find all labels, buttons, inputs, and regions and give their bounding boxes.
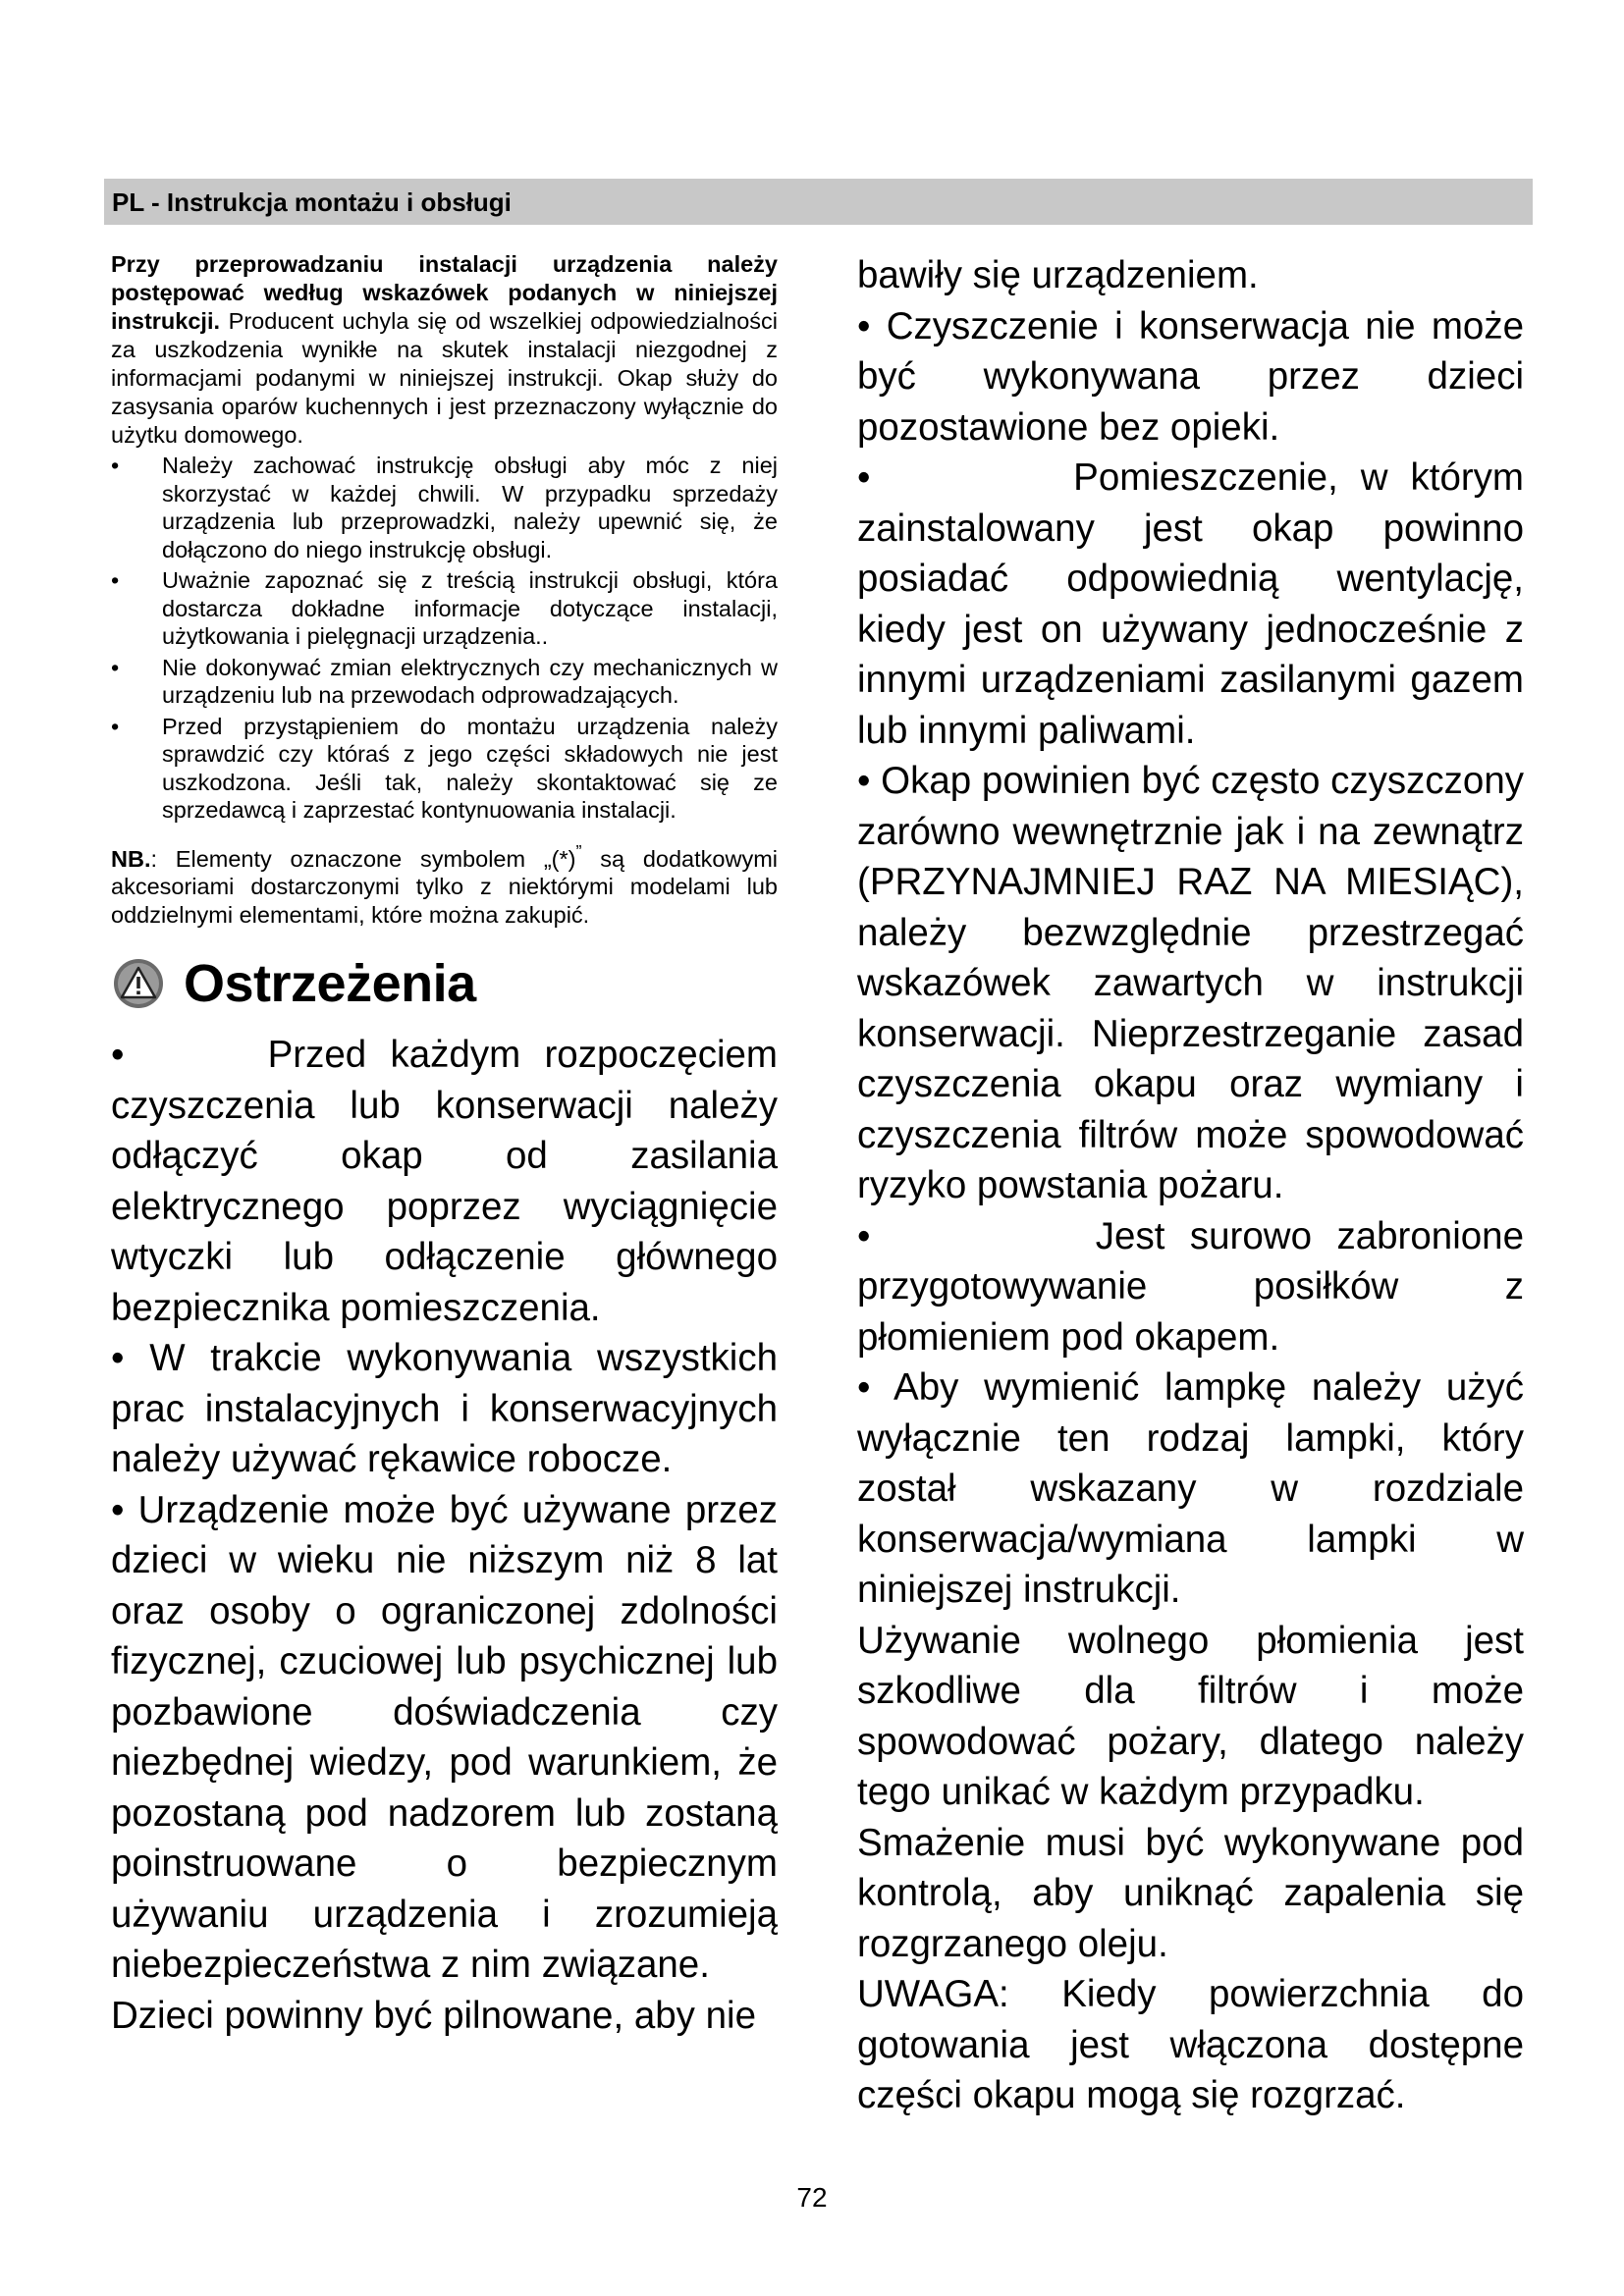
section-header-bar bbox=[104, 179, 1533, 225]
warning-paragraph: bawiły się urządzeniem. bbox=[857, 254, 1259, 296]
left-column bbox=[111, 250, 778, 2041]
page-number: 72 bbox=[796, 2182, 828, 2213]
nb-note: NB.: Elementy oznaczone symbolem „(*)” są dodatkowymi akcesoriami dostarczonymi tylko z niektórymi modelami lub oddzielnymi elementami, które można zakupić. bbox=[111, 841, 778, 929]
warnings-title: Ostrzeżenia bbox=[184, 954, 476, 1014]
warning-paragraph: Dzieci powinny być pilnowane, aby nie bbox=[111, 1994, 757, 2037]
warning-paragraph: • Przed każdym rozpoczęciem czyszczenia lub konserwacji należy odłączyć okap od zasilania elektrycznego poprzez wyciągnięcie wtyczki lub odłączenie głównego bezpiecznika pomieszczenia. bbox=[111, 1034, 778, 1329]
right-column bbox=[857, 250, 1524, 2121]
warning-paragraph: • Jest surowo zabronione przygotowywanie posiłków z płomieniem pod okapem. bbox=[857, 1214, 1524, 1359]
nb-label: NB. bbox=[111, 845, 151, 872]
bullet-icon: • bbox=[111, 453, 120, 478]
warning-paragraph: • Czyszczenie i konserwacja nie może być wykonywana przez dzieci pozostawione bez opieki. bbox=[857, 304, 1524, 449]
intro-text: Producent uchyla się od wszelkiej odpowiedzialności za uszkodzenia wynikłe na skutek instalacji niezgodnej z informacjami podanymi w niniejszej instrukcji. Okap służy do zasysania oparów kuchennych i jest przeznaczony wyłącznie do użytku domowego. bbox=[111, 308, 778, 448]
warning-paragraph: UWAGA: Kiedy powierzchnia do gotowania jest włączona dostępne części okapu mogą się rozgrzać. bbox=[857, 1973, 1524, 2116]
list-item: • Uważnie zapoznać się z treścią instrukcji obsługi, która dostarcza dokładne informacje dotyczące instalacji, użytkowania i pielęgnacji urządzenia.. bbox=[111, 567, 778, 649]
list-item: • Nie dokonywać zmian elektrycznych czy mechanicznych w urządzeniu lub na przewodach odprowadzających. bbox=[111, 654, 778, 708]
warning-triangle-icon bbox=[113, 958, 164, 1009]
warnings-heading bbox=[111, 949, 778, 1018]
warning-paragraph: Smażenie musi być wykonywane pod kontrolą, aby uniknąć zapalenia się rozgrzanego oleju. bbox=[857, 1821, 1524, 1965]
warning-paragraph: • Okap powinien być często czyszczony zarówno wewnętrznie jak i na zewnątrz (PRZYNAJMNIEJ RAZ NA MIESIĄC), należy bezwzględnie przestrzegać wskazówek zawartych w instrukcji konserwacji. Nieprzestrzeganie zasad czyszczenia okapu oraz wymiany i czyszczenia filtrów może spowodować ryzyko powstania pożaru. bbox=[857, 760, 1524, 1206]
warning-paragraph: • Pomieszczenie, w którym zainstalowany jest okap powinno posiadać odpowiednią wentylację, kiedy jest on używany jednocześnie z innymi urządzeniami zasilanymi gazem lub innymi paliwami. bbox=[857, 456, 1524, 752]
list-item: • Przed przystąpieniem do montażu urządzenia należy sprawdzić czy któraś z jego części składowych nie jest uszkodzona. Jeśli tak, należy skontaktować się ze sprzedawcą i zaprzestać kontynuowania instalacji. bbox=[111, 713, 778, 823]
bullet-icon: • bbox=[111, 713, 120, 739]
bullet-icon: • bbox=[111, 567, 120, 593]
warning-paragraph: • W trakcie wykonywania wszystkich prac instalacyjnych i konserwacyjnych należy używać rękawice robocze. bbox=[111, 1337, 778, 1481]
list-item: • Należy zachować instrukcję obsługi aby móc z niej skorzystać w każdej chwili. W przypadku sprzedaży urządzenia lub przeprowadzki, należy upewnić się, że dołączono do niego instrukcję obsługi. bbox=[111, 453, 778, 562]
section-title: PL - Instrukcja montażu i obsługi bbox=[112, 187, 512, 217]
bullet-icon: • bbox=[111, 654, 120, 680]
warning-paragraph: Używanie wolnego płomienia jest szkodliwe dla filtrów i może spowodować pożary, dlatego należy tego unikać w każdym przypadku. bbox=[857, 1619, 1524, 1813]
intro-paragraph bbox=[111, 250, 778, 450]
warning-paragraph: • Urządzenie może być używane przez dzieci w wieku nie niższym niż 8 lat oraz osoby o ograniczonej zdolności fizycznej, czuciowej lub psychicznej lub pozbawione doświadczenia czy niezbędnej wiedzy, pod warunkiem, że pozostaną pod nadzorem lub zostaną poinstruowane o bezpiecznym używaniu urządzenia i zrozumieją niebezpieczeństwa z nim związane. bbox=[111, 1488, 778, 1987]
instructions-list bbox=[111, 452, 778, 825]
intro-bold: Przy przeprowadzaniu instalacji urządzenia należy postępować według wskazówek podanych w niniejszej instrukcji. bbox=[111, 251, 778, 334]
warning-paragraph: • Aby wymienić lampkę należy użyć wyłącznie ten rodzaj lampki, który został wskazany w rozdziale konserwacja/wymiana lampki w niniejszej instrukcji. bbox=[857, 1366, 1524, 1611]
